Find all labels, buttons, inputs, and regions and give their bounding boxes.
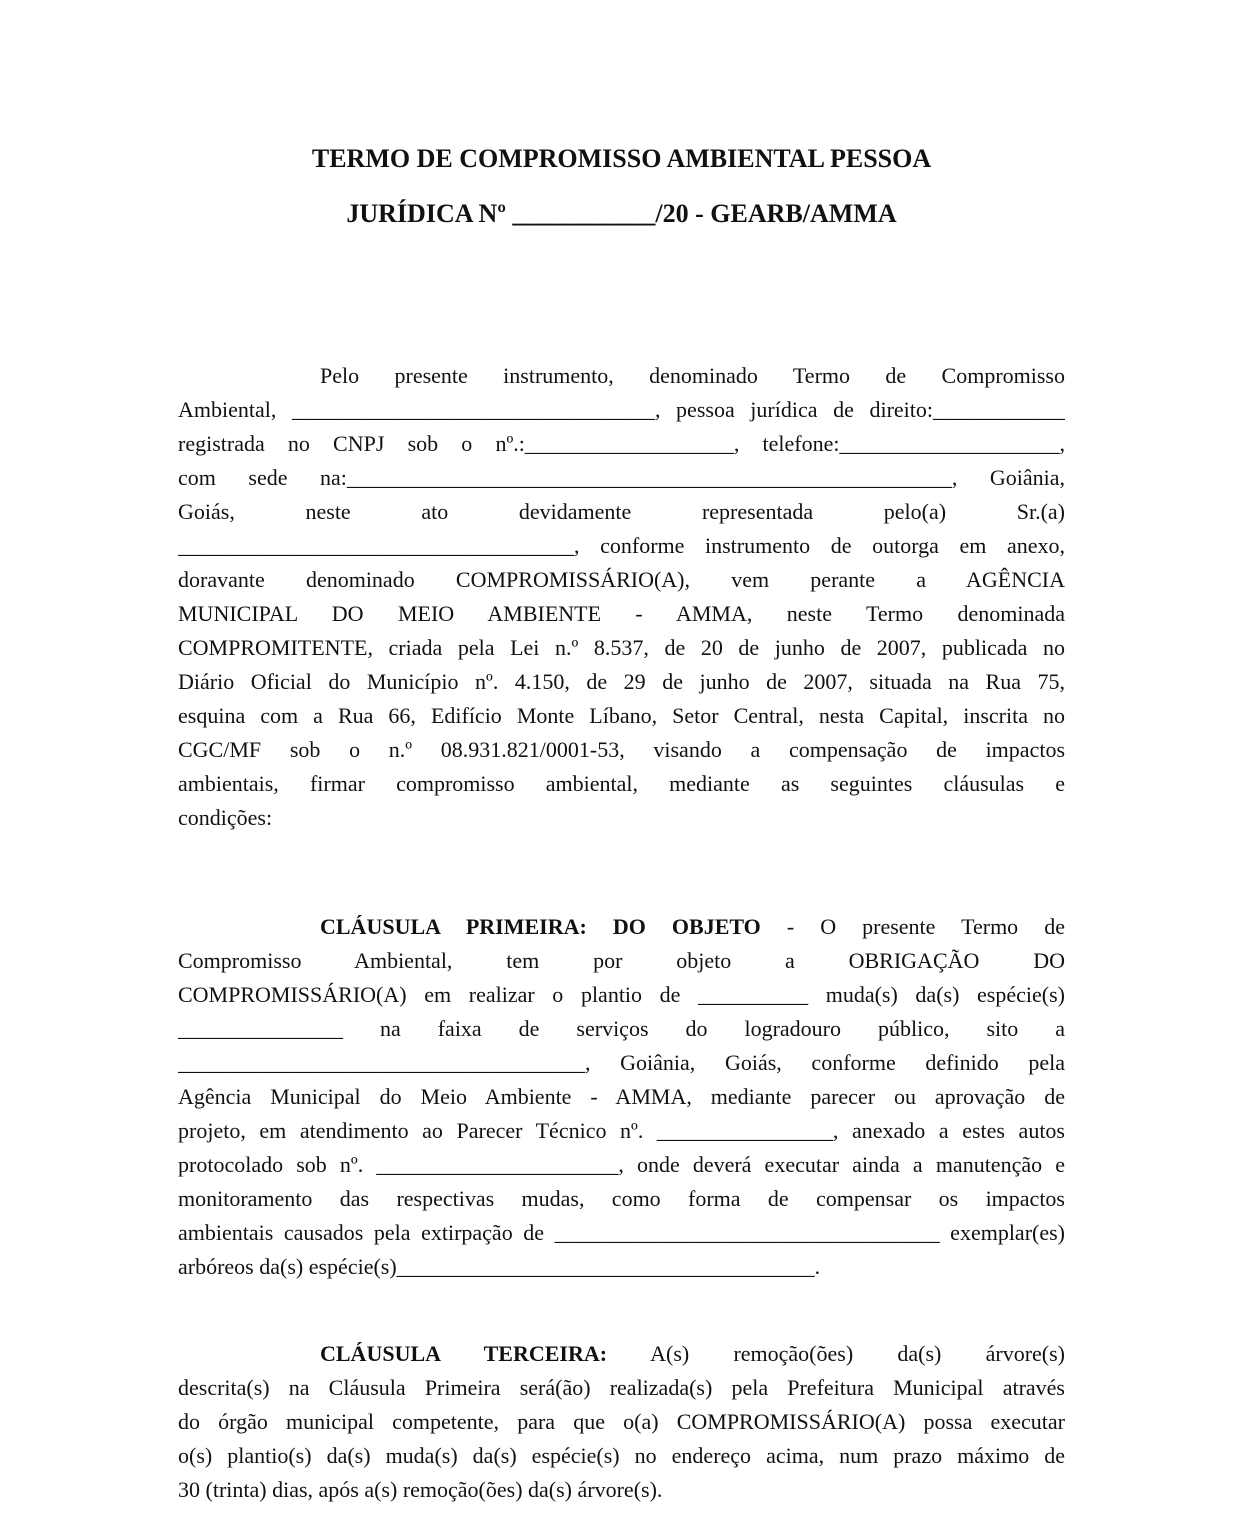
paragraph-opening (178, 359, 1065, 835)
text-line (178, 910, 1065, 944)
text-run: - O presente Termo de (760, 914, 1065, 939)
text-line: doravante denominado COMPROMISSÁRIO(A), vem perante a AGÊNCIA (178, 567, 1065, 592)
text-line: do órgão municipal competente, para que o(a) COMPROMISSÁRIO(A) possa executar (178, 1409, 1065, 1434)
document-title-line2: JURÍDICA Nº ___________/20 - GEARB/AMMA (346, 199, 897, 228)
clause-heading: CLÁUSULA PRIMEIRA: DO OBJETO (320, 914, 761, 939)
text-line: o(s) plantio(s) da(s) muda(s) da(s) espécie(s) no endereço acima, num prazo máximo de (178, 1443, 1065, 1468)
text-line: descrita(s) na Cláusula Primeira será(ão) realizada(s) pela Prefeitura Municipal através (178, 1375, 1065, 1400)
text-line: ____________________________________, conforme instrumento de outorga em anexo, (178, 533, 1065, 558)
text-line: 30 (trinta) dias, após a(s) remoção(ões) da(s) árvore(s). (178, 1477, 663, 1502)
text-line: MUNICIPAL DO MEIO AMBIENTE - AMMA, neste Termo denominada (178, 601, 1065, 626)
text-line: registrada no CNPJ sob o nº.:___________________, telefone:____________________, (178, 431, 1065, 456)
document-title (178, 142, 1065, 231)
text-line: monitoramento das respectivas mudas, como forma de compensar os impactos (178, 1186, 1065, 1211)
text-line: _______________ na faixa de serviços do logradouro público, sito a (178, 1016, 1065, 1041)
paragraph-clausula-terceira (178, 1337, 1065, 1507)
text-line: esquina com a Rua 66, Edifício Monte Líbano, Setor Central, nesta Capital, inscrita no (178, 703, 1065, 728)
text-line: _____________________________________, Goiânia, Goiás, conforme definido pela (178, 1050, 1065, 1075)
clause-heading: CLÁUSULA TERCEIRA: (320, 1341, 608, 1366)
text-line: Compromisso Ambiental, tem por objeto a OBRIGAÇÃO DO (178, 948, 1065, 973)
text-line: com sede na:_______________________________________________________, Goiânia, (178, 465, 1065, 490)
text-line: protocolado sob nº. ______________________, onde deverá executar ainda a manutenção e (178, 1152, 1065, 1177)
text-line: condições: (178, 805, 273, 830)
text-line: Agência Municipal do Meio Ambiente - AMMA, mediante parecer ou aprovação de (178, 1084, 1065, 1109)
text-line: ambientais causados pela extirpação de ___________________________________ exemplar(es) (178, 1220, 1065, 1245)
text-line: arbóreos da(s) espécie(s)______________________________________. (178, 1254, 821, 1279)
text-line: CGC/MF sob o n.º 08.931.821/0001-53, visando a compensação de impactos (178, 737, 1065, 762)
text-line: projeto, em atendimento ao Parecer Técnico nº. ________________, anexado a estes autos (178, 1118, 1065, 1143)
paragraph-clausula-primeira (178, 910, 1065, 1284)
text-line: Goiás, neste ato devidamente representada pelo(a) Sr.(a) (178, 499, 1065, 524)
text-line: Pelo presente instrumento, denominado Termo de Compromisso (320, 363, 1065, 388)
text-line: Ambiental, _________________________________, pessoa jurídica de direito:____________ (178, 397, 1065, 422)
text-line: COMPROMITENTE, criada pela Lei n.º 8.537, de 20 de junho de 2007, publicada no (178, 635, 1065, 660)
text-line: Diário Oficial do Município nº. 4.150, de 29 de junho de 2007, situada na Rua 75, (178, 669, 1065, 694)
text-line (178, 1337, 1065, 1371)
text-line: ambientais, firmar compromisso ambiental, mediante as seguintes cláusulas e (178, 771, 1065, 796)
text-line: COMPROMISSÁRIO(A) em realizar o plantio de __________ muda(s) da(s) espécie(s) (178, 982, 1065, 1007)
document-title-line1: TERMO DE COMPROMISSO AMBIENTAL PESSOA (311, 144, 932, 173)
text-run: A(s) remoção(ões) da(s) árvore(s) (607, 1341, 1065, 1366)
